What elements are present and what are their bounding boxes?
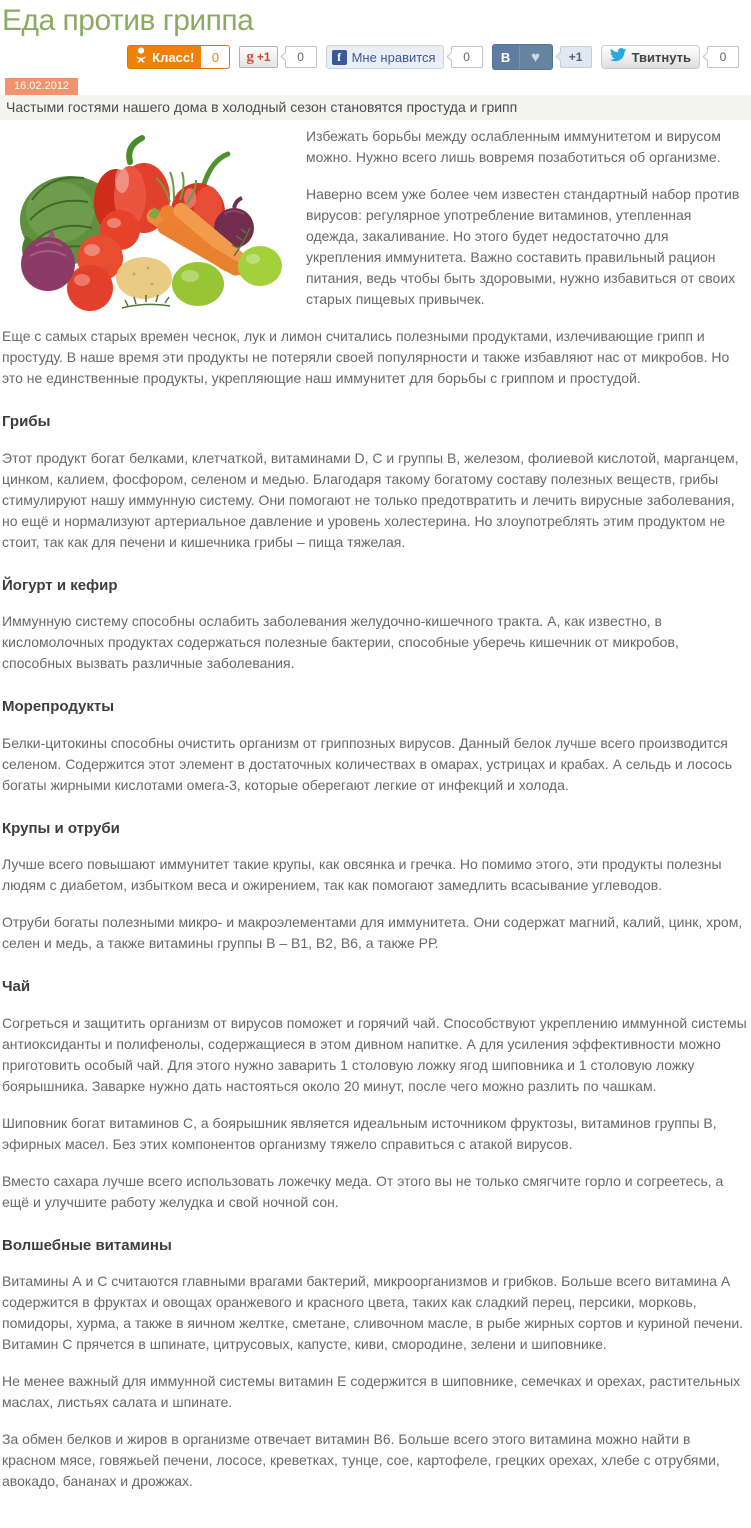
- odnoklassniki-icon: [135, 47, 147, 68]
- section-cereals-bran: [2, 818, 747, 955]
- paragraph: Согреться и защитить организм от вирусов поможет и горячий чай. Способствуют укреплению иммунной системы антиоксиданты и полифенолы, содержащиеся в этом дивном напитке. А для усиления эффективности можно приготовить особый чай. Для этого нужно заварить 1 столовую ложку ягод шиповника и 1 столовую ложку боярышника. Заварке нужно дать настояться около 20 минут, после чего можно разлить по чашкам.: [2, 1014, 747, 1094]
- section-seafood: [2, 696, 747, 796]
- twitter-widget: [601, 45, 739, 69]
- section-heading: Грибы: [2, 413, 51, 430]
- paragraph: Не менее важный для иммунной системы витамин Е содержится в шиповнике, семечках и орехах, растительных маслах, листьях салата и шпинате.: [2, 1373, 741, 1410]
- paragraph: Отруби богаты полезными микро- и макроэлементами для иммунитета. Они содержат магний, калий, цинк, хром, селен и медь, а также витамины группы В – В1, В2, В6, а также РР.: [2, 914, 743, 951]
- section-yogurt-kefir: [2, 575, 747, 675]
- odnoklassniki-widget: [127, 45, 230, 69]
- vk-widget: [492, 44, 592, 70]
- section-heading: Йогурт и кефир: [2, 576, 118, 594]
- vk-share-button[interactable]: [492, 44, 553, 70]
- twitter-bird-icon: [610, 48, 627, 67]
- twitter-tweet-button[interactable]: [601, 45, 700, 69]
- google-plus-widget: [239, 46, 316, 68]
- odnoklassniki-main: [128, 46, 201, 68]
- intro-paragraph: Избежать борьбы между ослабленным иммунитетом и вирусом можно. Нужно всего лишь вовремя позаботиться об организме.: [306, 128, 721, 165]
- paragraph: Шиповник богат витаминов С, а боярышник является идеальным источником фруктозы, витаминов группы В, эфирных масел. Без этих компонентов организму тяжело справиться с атакой вирусов.: [2, 1114, 717, 1152]
- google-plus-count: 0: [285, 46, 317, 68]
- section-heading: Крупы и отруби: [2, 819, 120, 837]
- facebook-like-count: 0: [451, 46, 483, 68]
- heart-icon: ♥: [520, 45, 552, 69]
- section-mushrooms: [2, 411, 747, 553]
- facebook-like-button[interactable]: [326, 45, 444, 69]
- section-heading: Волшебные витамины: [2, 1236, 172, 1254]
- facebook-widget: [326, 45, 483, 69]
- google-plus-label: +1: [256, 50, 271, 64]
- section-tea: [2, 976, 747, 1213]
- article-lead: Частыми гостями нашего дома в холодный сезон становятся простуда и грипп: [0, 95, 751, 120]
- twitter-tweet-label: Твитнуть: [631, 49, 691, 65]
- google-plus-icon: g: [246, 48, 254, 65]
- facebook-like-label: Мне нравится: [351, 49, 436, 65]
- page-title: Еда против гриппа: [2, 4, 254, 37]
- section-magic-vitamins: [2, 1235, 747, 1493]
- section-heading: Морепродукты: [2, 698, 115, 715]
- publish-date-badge: 16.02.2012: [5, 78, 78, 95]
- intro-paragraph: Еще с самых старых времен чеснок, лук и лимон считались полезными продуктами, излечивающие грипп и простуду. В наше время эти продукты не потеряли своей популярности и также избавляют нас от микробов. Но это не единственные продукты, укрепляющие наш иммунитет для борьбы с гриппом и простудой.: [2, 328, 730, 386]
- odnoklassniki-label: Класс!: [152, 49, 195, 65]
- potato: [116, 257, 172, 299]
- section-heading: Чай: [2, 978, 31, 995]
- social-share-bar: [0, 44, 751, 70]
- vk-logo: В: [493, 45, 520, 69]
- odnoklassniki-count: 0: [201, 46, 229, 68]
- intro-paragraph: Наверно всем уже более чем известен стандартный набор против вирусов: регулярное употребление витаминов, утепленная одежда, закаливание. Но этого будет недостаточно для укрепления иммунитета. Важно составить правильный рацион питания, ведь чтобы быть здоровыми, нужно избавиться от своих старых пищевых привычек.: [306, 186, 740, 307]
- article-body: [0, 120, 751, 1528]
- facebook-icon: f: [332, 50, 347, 65]
- odnoklassniki-share-button[interactable]: [127, 45, 230, 69]
- vegetables-image: [2, 128, 294, 316]
- vegetables-illustration: [2, 128, 294, 316]
- paragraph: Вместо сахара лучше всего использовать ложечку меда. От этого вы не только смягчите горло и согреетесь, а ещё и улучшите работу желудка и свой ночной сон.: [2, 1172, 724, 1210]
- paragraph: Этот продукт богат белками, клетчаткой, витаминами D, C и группы B, железом, фолиевой кислотой, марганцем, цинком, калием, фосфором, селеном и медью. Благодаря такому богатому составу полезных веществ, грибы стимулируют нашу иммунную систему. Они помогают не только предотвратить и лечить вирусные заболевания, но ещё и нормализуют артериальное давление и уровень холестерина. Но злоупотреблять этим продуктом не стоит, так как для печени и кишечника грибы – пища тяжелая.: [2, 449, 739, 550]
- paragraph: Иммунную систему способны ослабить заболевания желудочно-кишечного тракта. А, как известно, в кисломолочных продуктах содержаться полезные бактерии, способные уберечь кишечник от микробов, способных вызвать различные заболевания.: [2, 613, 679, 671]
- twitter-count: 0: [707, 46, 739, 68]
- paragraph: Витамины А и С считаются главными врагами бактерий, микроорганизмов и грибков. Больше всего витамина А содержится в фруктах и овощах оранжевого и красного цвета, таких как сладкий перец, персики, морковь, помидоры, хурма, а также в яичном желтке, сметане, сливочном масле, в рыбе жирных сортов и куриной печени. Витамин С прячется в шпинате, цитрусовых, капусте, киви, смородине, зелени и шиповнике.: [2, 1273, 744, 1352]
- google-plus-one-button[interactable]: [239, 46, 277, 68]
- paragraph: Белки-цитокины способны очистить организм от гриппозных вирусов. Данный белок лучше всего производится селеном. Содержится этот элемент в достаточных количествах в омарах, устрицах и крабах. А сельдь и лосось богаты жирными кислотами омега-3, которые оберегают легкие от инфекций и холода.: [2, 734, 732, 793]
- vk-share-count: +1: [560, 46, 592, 68]
- paragraph: Лучше всего повышают иммунитет такие крупы, как овсянка и гречка. Но помимо этого, эти продукты полезны людям с диабетом, избытком веса и ожирением, так как помогают замедлить всасывание углеводов.: [2, 856, 722, 893]
- paragraph: За обмен белков и жиров в организме отвечает витамин В6. Больше всего этого витамина можно найти в красном мясе, говяжьей печени, лососе, креветках, тунце, сое, картофеле, грецких орехах, хлебе с отрубями, авокадо, бананах и дрожжах.: [2, 1431, 720, 1489]
